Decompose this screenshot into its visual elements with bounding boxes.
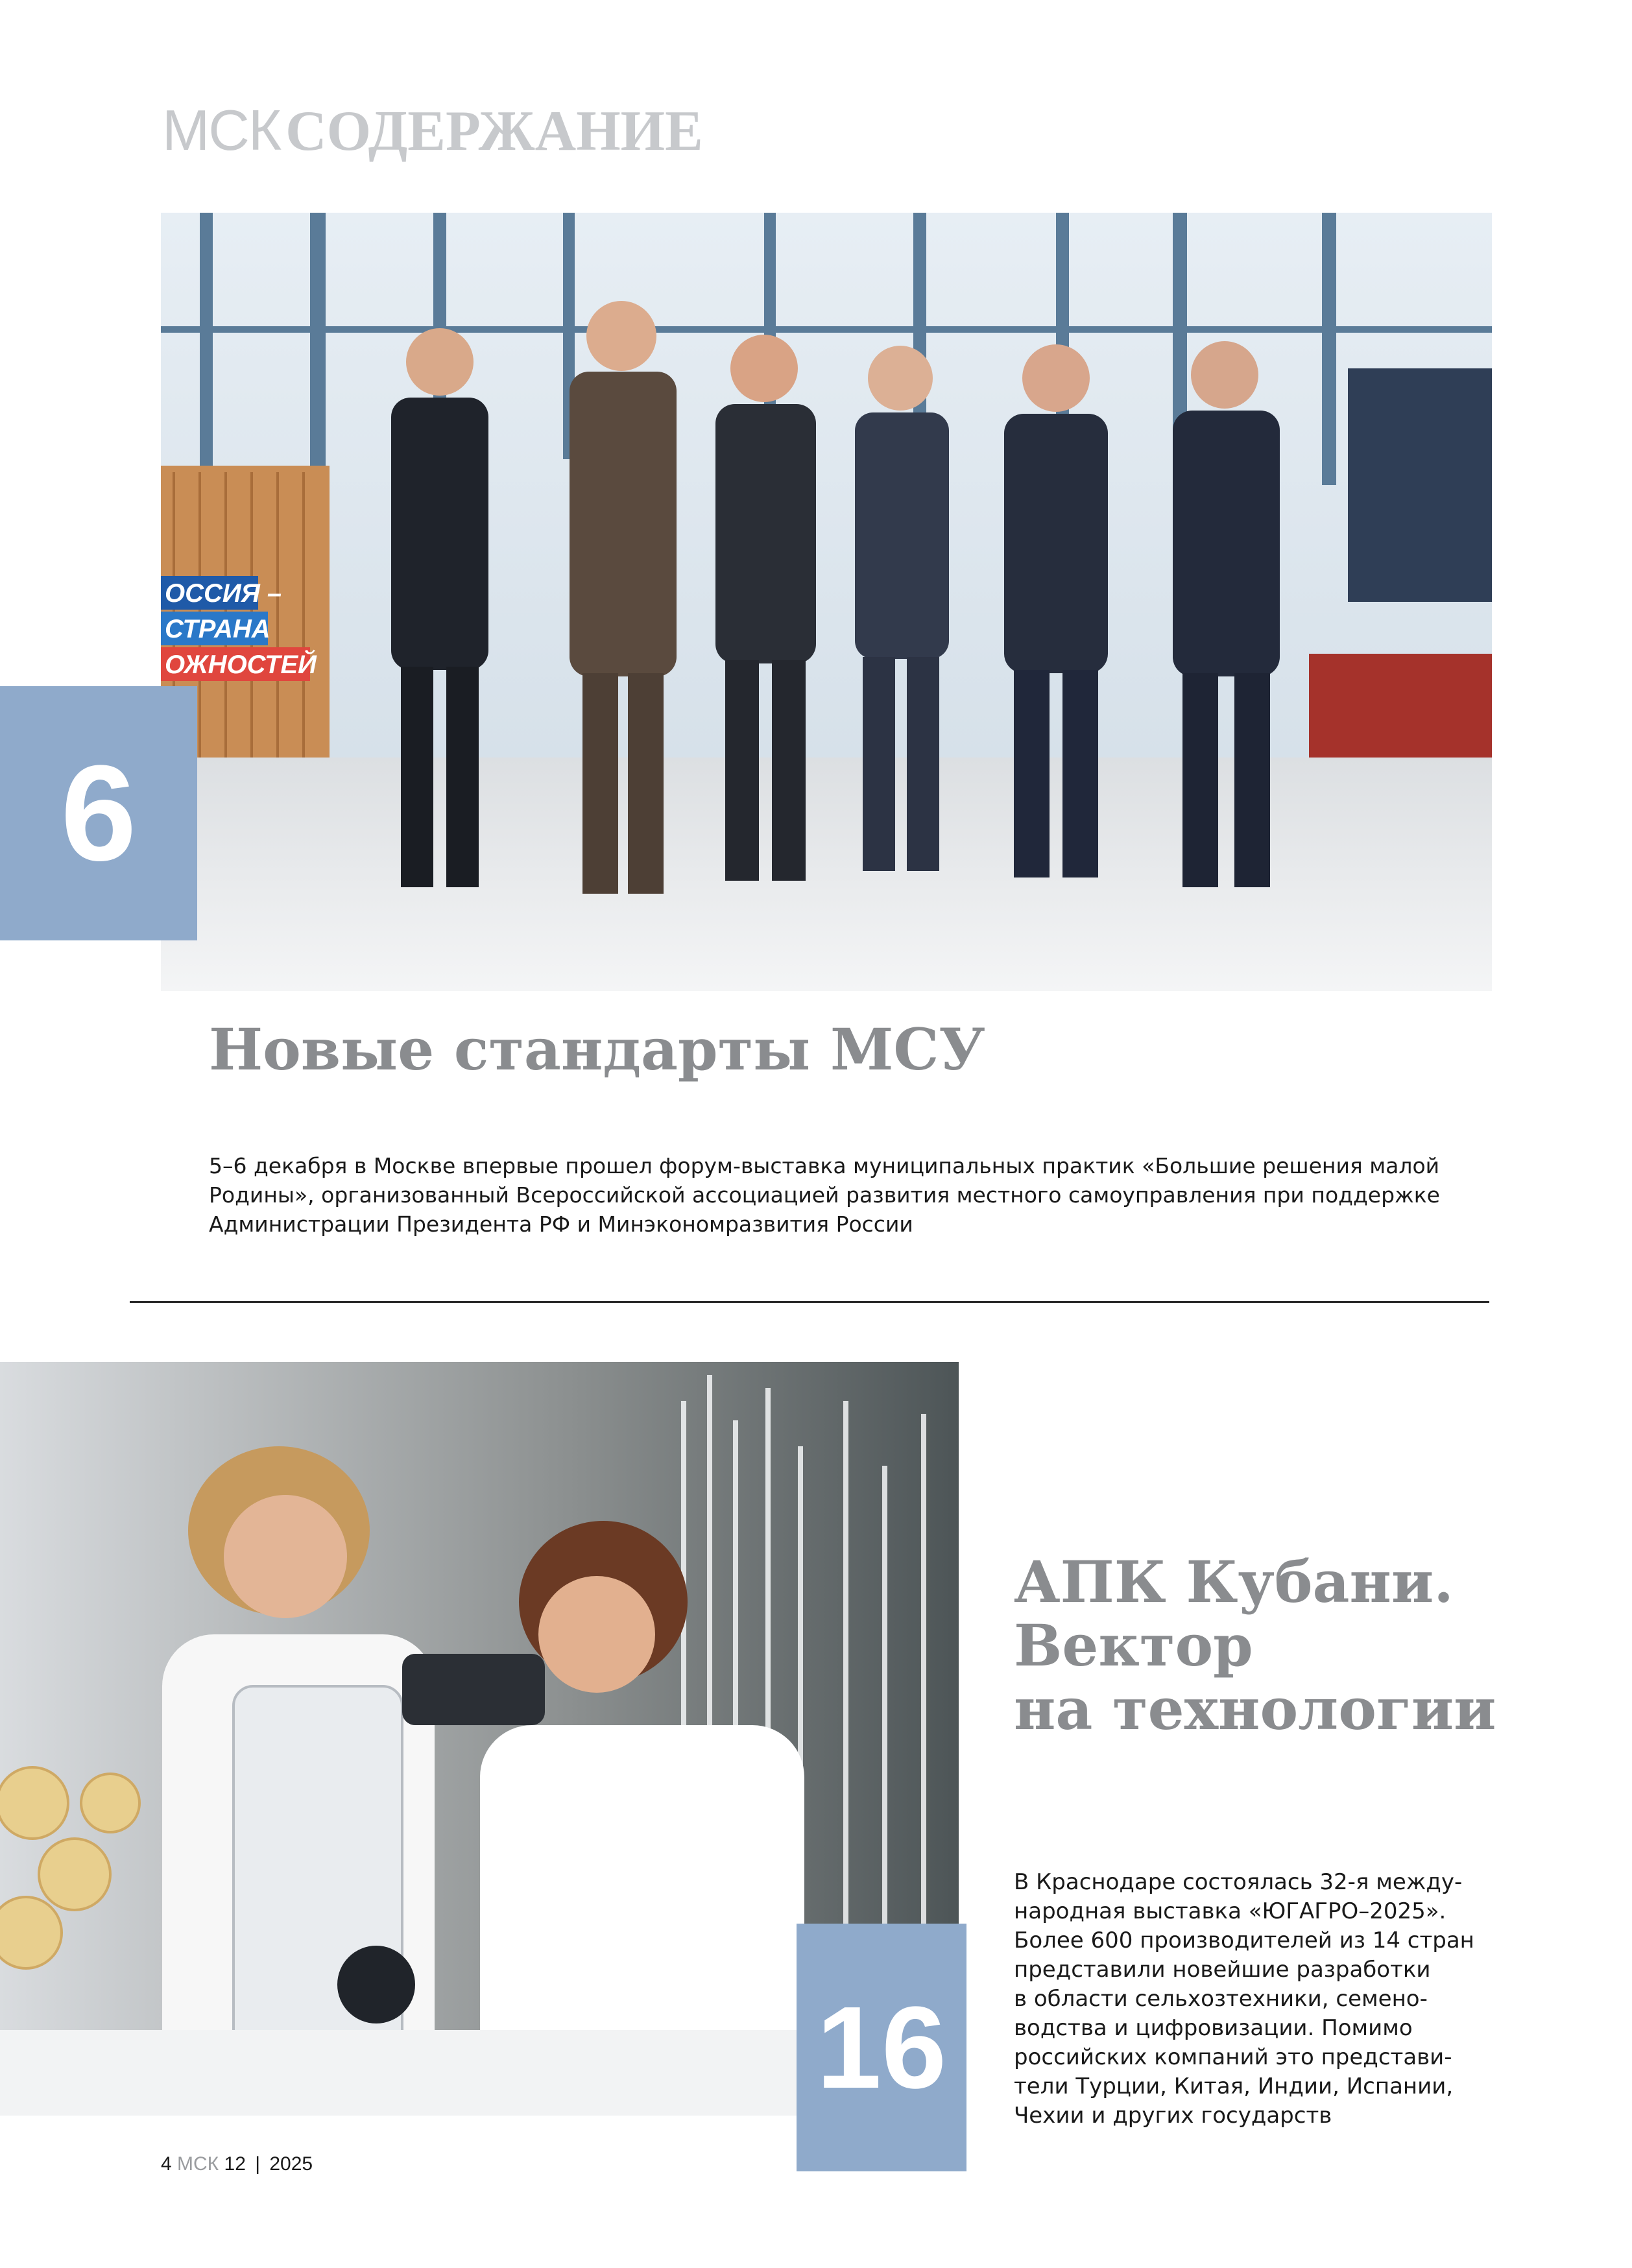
folio-magazine: МСК <box>177 2153 219 2175</box>
article2-lead-line: водства и цифровизации. Помимо <box>1014 2015 1413 2041</box>
magazine-name: МСК <box>162 98 281 162</box>
article2-lead-line: Более 600 производителей из 14 стран <box>1014 1928 1474 1953</box>
article2-lead-line: представили новейшие разработки <box>1014 1957 1431 1983</box>
article2-lead-line: в области сельхозтехники, семено- <box>1014 1986 1428 2012</box>
article2-lead <box>1014 1868 1572 2131</box>
article1-lead: 5–6 декабря в Москве впервые прошел форум-выставка муниципальных практик «Большие решения малой Родины», организованный Всероссийской ассоциацией развития местного самоуправления при поддержке Администрации Президента РФ и Минэкономразвития России <box>209 1153 1440 1237</box>
page-number: 16 <box>816 1982 947 2113</box>
folio-year: 2025 <box>269 2153 313 2175</box>
article2-lead-line: тели Турции, Китая, Индии, Испании, <box>1014 2073 1454 2099</box>
page-number-tile-6[interactable] <box>0 686 197 940</box>
article2-title[interactable] <box>1014 1550 1598 1741</box>
page-number: 6 <box>60 737 137 889</box>
article2-lead-line: Чехии и других государств <box>1014 2103 1332 2129</box>
section-title: СОДЕРЖАНИЕ <box>285 100 703 163</box>
page-number-tile-16[interactable] <box>797 1924 966 2171</box>
article2-lead-line: В Краснодаре состоялась 32-я между- <box>1014 1869 1463 1895</box>
banner-line-2: СТРАНА <box>165 615 270 643</box>
section-header <box>162 97 703 175</box>
group-photo-illustration <box>161 213 1492 991</box>
article2-lead-line: российских компаний это представи- <box>1014 2044 1452 2070</box>
article2-title-line: АПК Кубани. <box>1014 1548 1454 1616</box>
article2-lead-line: народная выставка «ЮГАГРО–2025». <box>1014 1898 1446 1924</box>
section-divider <box>130 1301 1489 1303</box>
article2-title-line: на технологии <box>1014 1675 1496 1743</box>
folio-separator: | <box>255 2153 261 2175</box>
banner-line-3: ОЖНОСТЕЙ <box>165 651 317 679</box>
folio-page: 4 <box>161 2153 172 2175</box>
article2-title-line: Вектор <box>1014 1612 1253 1679</box>
article1-photo[interactable] <box>161 213 1492 991</box>
folio-issue: 12 <box>224 2153 246 2175</box>
article1-title[interactable]: Новые стандарты МСУ <box>209 1016 985 1083</box>
banner-line-1: ОССИЯ – <box>165 579 282 608</box>
page-folio <box>161 2153 313 2175</box>
